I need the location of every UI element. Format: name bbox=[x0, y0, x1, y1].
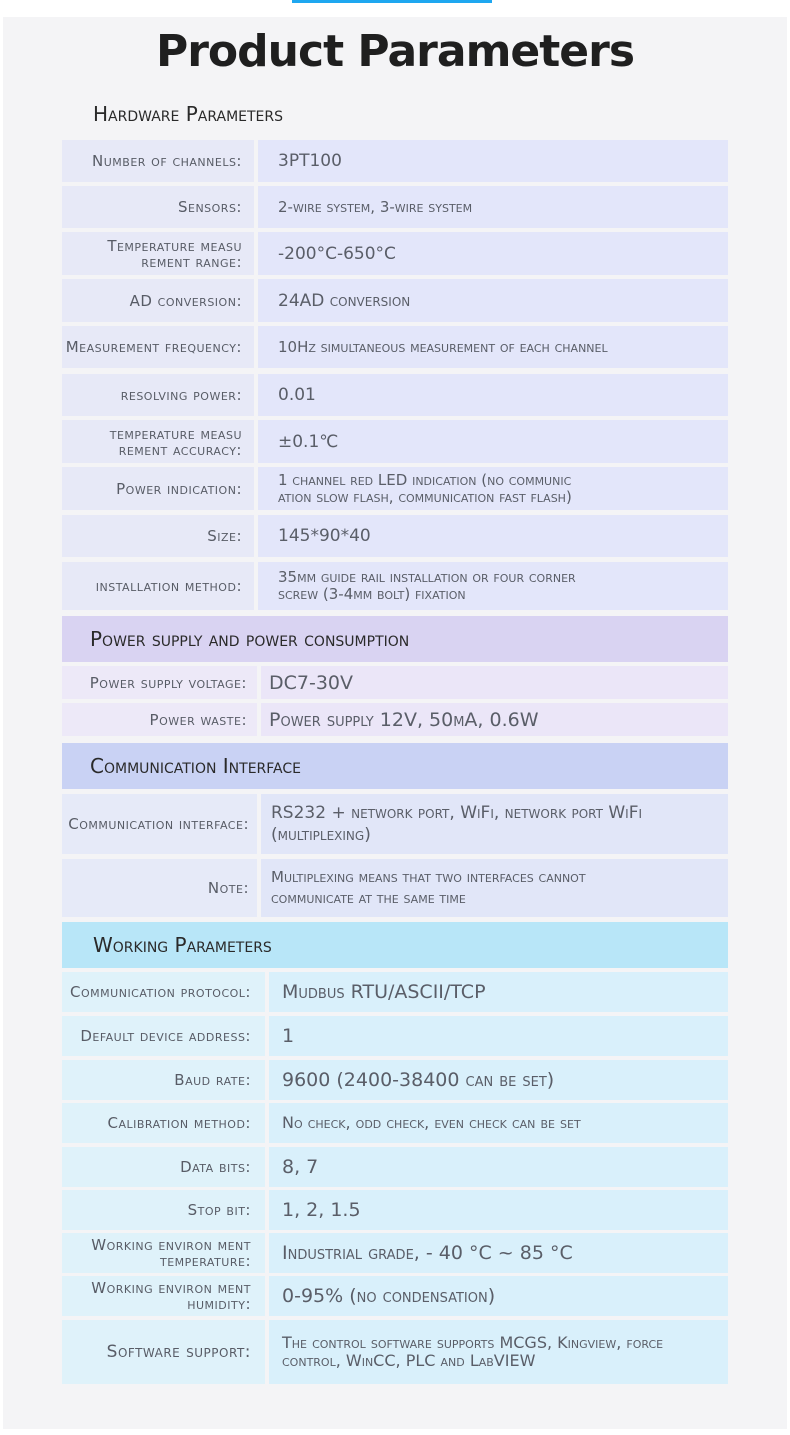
param-value: 24AD conversion bbox=[258, 279, 728, 322]
param-label: Data bits: bbox=[62, 1147, 265, 1187]
param-label: resolving power: bbox=[62, 374, 254, 416]
table-row bbox=[62, 794, 728, 854]
param-value: 145*90*40 bbox=[258, 515, 728, 557]
param-value: 3PT100 bbox=[258, 140, 728, 182]
table-row bbox=[62, 279, 728, 322]
param-label: AD conversion: bbox=[62, 279, 254, 322]
table-row bbox=[62, 140, 728, 182]
param-label: Baud rate: bbox=[62, 1060, 265, 1100]
table-row bbox=[62, 972, 728, 1012]
param-value: -200°C-650°C bbox=[258, 232, 728, 275]
section-title-power: Power supply and power consumption bbox=[62, 616, 728, 662]
param-label: Communication interface: bbox=[62, 794, 257, 854]
param-value: RS232 + network port, WiFi, network port WiFi (multiplexing) bbox=[261, 794, 728, 854]
param-label: Sensors: bbox=[62, 186, 254, 228]
table-row bbox=[62, 232, 728, 275]
table-row bbox=[62, 1233, 728, 1273]
table-row bbox=[62, 326, 728, 368]
param-label: Working environ ment temperature: bbox=[62, 1233, 265, 1273]
param-value: 8, 7 bbox=[269, 1147, 728, 1187]
param-label: Communication protocol: bbox=[62, 972, 265, 1012]
param-label: Size: bbox=[62, 515, 254, 557]
param-value: 2-wire system, 3-wire system bbox=[258, 186, 728, 228]
param-value: Mudbus RTU/ASCII/TCP bbox=[269, 972, 728, 1012]
table-row bbox=[62, 859, 728, 917]
param-label: Power waste: bbox=[62, 703, 257, 736]
table-row bbox=[62, 562, 728, 610]
param-value: 0.01 bbox=[258, 374, 728, 416]
section-title-working: Working Parameters bbox=[62, 922, 728, 968]
table-row bbox=[62, 1190, 728, 1230]
param-label: Number of channels: bbox=[62, 140, 254, 182]
table-row bbox=[62, 467, 728, 510]
section-title-hardware: Hardware Parameters bbox=[93, 102, 284, 126]
table-row bbox=[62, 666, 728, 699]
param-label: Default device address: bbox=[62, 1016, 265, 1056]
param-label: Calibration method: bbox=[62, 1103, 265, 1143]
section-title-communication: Communication Interface bbox=[62, 743, 728, 789]
param-label: installation method: bbox=[62, 562, 254, 610]
table-row bbox=[62, 1060, 728, 1100]
param-label: Power indication: bbox=[62, 467, 254, 510]
param-value: 1, 2, 1.5 bbox=[269, 1190, 728, 1230]
table-row bbox=[62, 1016, 728, 1056]
param-value: Power supply 12V, 50mA, 0.6W bbox=[261, 703, 728, 736]
param-value: 1 channel red LED indication (no communic ation slow flash, communication fast flash) bbox=[258, 467, 728, 510]
param-value: 35mm guide rail installation or four corner screw (3-4mm bolt) fixation bbox=[258, 562, 728, 610]
param-label: Temperature measu rement range: bbox=[62, 232, 254, 275]
param-value: Industrial grade, - 40 °C ~ 85 °C bbox=[269, 1233, 728, 1273]
param-value: 1 bbox=[269, 1016, 728, 1056]
table-row bbox=[62, 420, 728, 463]
table-row bbox=[62, 515, 728, 557]
param-label: Note: bbox=[62, 859, 257, 917]
table-row bbox=[62, 186, 728, 228]
param-label: Stop bit: bbox=[62, 1190, 265, 1230]
top-accent-bar bbox=[292, 0, 492, 3]
param-value: 10Hz simultaneous measurement of each channel bbox=[258, 326, 728, 368]
param-value: 9600 (2400-38400 can be set) bbox=[269, 1060, 728, 1100]
param-value: 0-95% (no condensation) bbox=[269, 1276, 728, 1316]
table-row bbox=[62, 374, 728, 416]
param-value: DC7-30V bbox=[261, 666, 728, 699]
page-title: Product Parameters bbox=[155, 26, 635, 77]
param-value: No check, odd check, even check can be set bbox=[269, 1103, 728, 1143]
param-value: The control software supports MCGS, Kingview, force control, WinCC, PLC and LabVIEW bbox=[269, 1320, 728, 1384]
param-value: Multiplexing means that two interfaces cannot communicate at the same time bbox=[261, 859, 728, 917]
param-label: Measurement frequency: bbox=[62, 326, 254, 368]
param-label: Working environ ment humidity: bbox=[62, 1276, 265, 1316]
table-row bbox=[62, 1276, 728, 1316]
param-value: ±0.1℃ bbox=[258, 420, 728, 463]
table-row bbox=[62, 1320, 728, 1384]
param-label: temperature measu rement accuracy: bbox=[62, 420, 254, 463]
param-label: Software support: bbox=[62, 1320, 265, 1384]
table-row bbox=[62, 1103, 728, 1143]
table-row bbox=[62, 703, 728, 736]
table-row bbox=[62, 1147, 728, 1187]
param-label: Power supply voltage: bbox=[62, 666, 257, 699]
